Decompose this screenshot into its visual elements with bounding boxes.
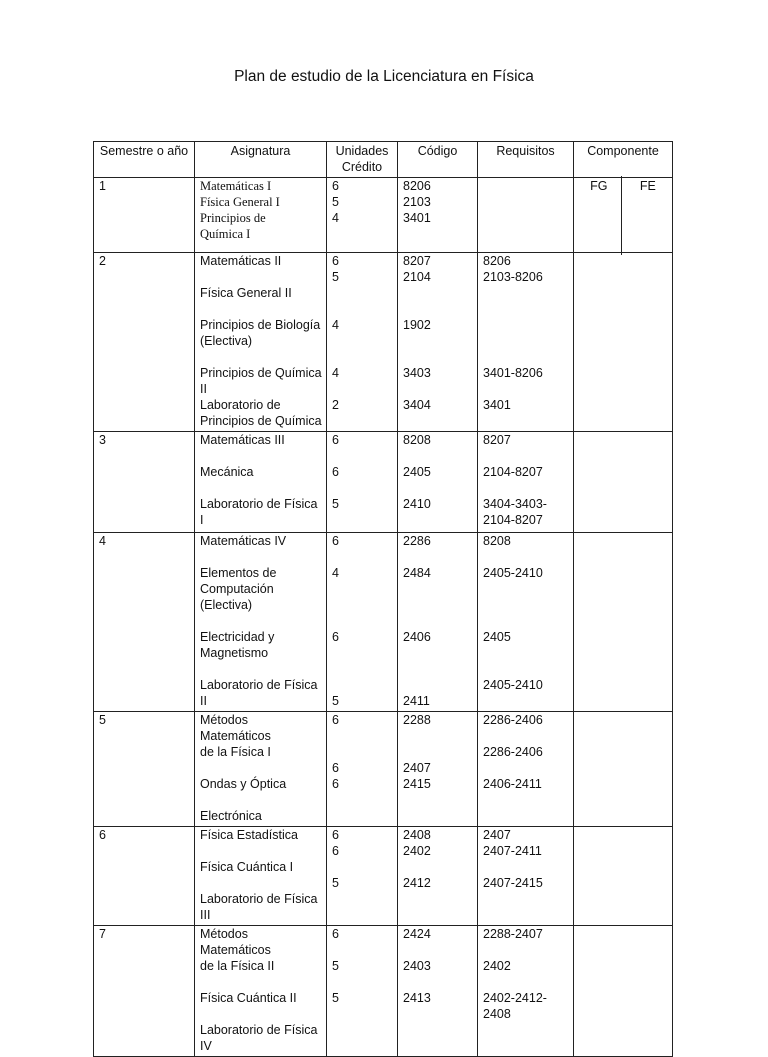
componente-cell	[574, 253, 673, 432]
asignatura-cell: Matemáticas III Mecánica Laboratorio de Física I	[195, 432, 327, 533]
header-row	[94, 142, 673, 178]
unidades-cell: 6 6 6	[327, 712, 398, 827]
componente-fg-label: FG	[590, 179, 608, 193]
header-requisitos: Requisitos	[478, 142, 574, 178]
semestre-cell: 5	[94, 712, 195, 827]
table-row	[94, 712, 673, 827]
asignatura-cell: Métodos Matemáticos de la Física I Ondas y Óptica Electrónica	[195, 712, 327, 827]
semestre-cell: 6	[94, 827, 195, 926]
componente-divider	[621, 176, 622, 255]
header-unidades: Unidades Crédito	[327, 142, 398, 178]
codigo-cell: 2288 2407 2415	[398, 712, 478, 827]
table-row	[94, 533, 673, 712]
unidades-cell: 6 4 6 5	[327, 533, 398, 712]
header-semestre: Semestre o año	[94, 142, 195, 178]
codigo-cell: 8208 2405 2410	[398, 432, 478, 533]
codigo-cell: 2286 2484 2406 2411	[398, 533, 478, 712]
componente-cell	[574, 533, 673, 712]
semestre-cell: 7	[94, 926, 195, 1057]
componente-fe-label: FE	[639, 179, 656, 193]
unidades-cell: 6 5 4	[327, 178, 398, 253]
table-row	[94, 253, 673, 432]
header-componente: Componente	[574, 142, 673, 178]
componente-cell	[574, 827, 673, 926]
unidades-cell: 6 6 5	[327, 432, 398, 533]
unidades-cell: 6 5 4 4 2	[327, 253, 398, 432]
codigo-cell: 8207 2104 1902 3403 3404	[398, 253, 478, 432]
header-asignatura: Asignatura	[195, 142, 327, 178]
table-row	[94, 827, 673, 926]
requisitos-cell: 8207 2104-8207 3404-3403- 2104-8207	[478, 432, 574, 533]
requisitos-cell	[478, 178, 574, 253]
codigo-cell: 8206 2103 3401	[398, 178, 478, 253]
table-row	[94, 432, 673, 533]
asignatura-cell: Métodos Matemáticos de la Física II Física Cuántica II Laboratorio de Física IV	[195, 926, 327, 1057]
requisitos-cell: 2286-2406 2286-2406 2406-2411	[478, 712, 574, 827]
requisitos-cell: 2288-2407 2402 2402-2412- 2408	[478, 926, 574, 1057]
header-codigo: Código	[398, 142, 478, 178]
study-plan-table	[93, 141, 673, 1057]
asignatura-cell: Física Estadística Física Cuántica I Laboratorio de Física III	[195, 827, 327, 926]
codigo-cell: 2408 2402 2412	[398, 827, 478, 926]
requisitos-cell: 8206 2103-8206 3401-8206 3401	[478, 253, 574, 432]
table-row	[94, 926, 673, 1057]
asignatura-cell: Matemáticas II Física General II Principios de Biología (Electiva) Principios de Química II Laboratorio de Principios de Química	[195, 253, 327, 432]
codigo-cell: 2424 2403 2413	[398, 926, 478, 1057]
unidades-cell: 6 5 5	[327, 926, 398, 1057]
componente-cell	[574, 712, 673, 827]
asignatura-cell: Matemáticas IV Elementos de Computación (Electiva) Electricidad y Magnetismo Laboratorio de Física II	[195, 533, 327, 712]
componente-cell	[574, 178, 673, 253]
requisitos-cell: 2407 2407-2411 2407-2415	[478, 827, 574, 926]
requisitos-cell: 8208 2405-2410 2405 2405-2410	[478, 533, 574, 712]
asignatura-cell: Matemáticas I Física General I Principios de Química I	[195, 178, 327, 253]
semestre-cell: 1	[94, 178, 195, 253]
componente-cell	[574, 926, 673, 1057]
semestre-cell: 4	[94, 533, 195, 712]
componente-cell	[574, 432, 673, 533]
table-row	[94, 178, 673, 253]
page-title: Plan de estudio de la Licenciatura en Física	[234, 68, 534, 85]
unidades-cell: 6 6 5	[327, 827, 398, 926]
semestre-cell: 3	[94, 432, 195, 533]
semestre-cell: 2	[94, 253, 195, 432]
